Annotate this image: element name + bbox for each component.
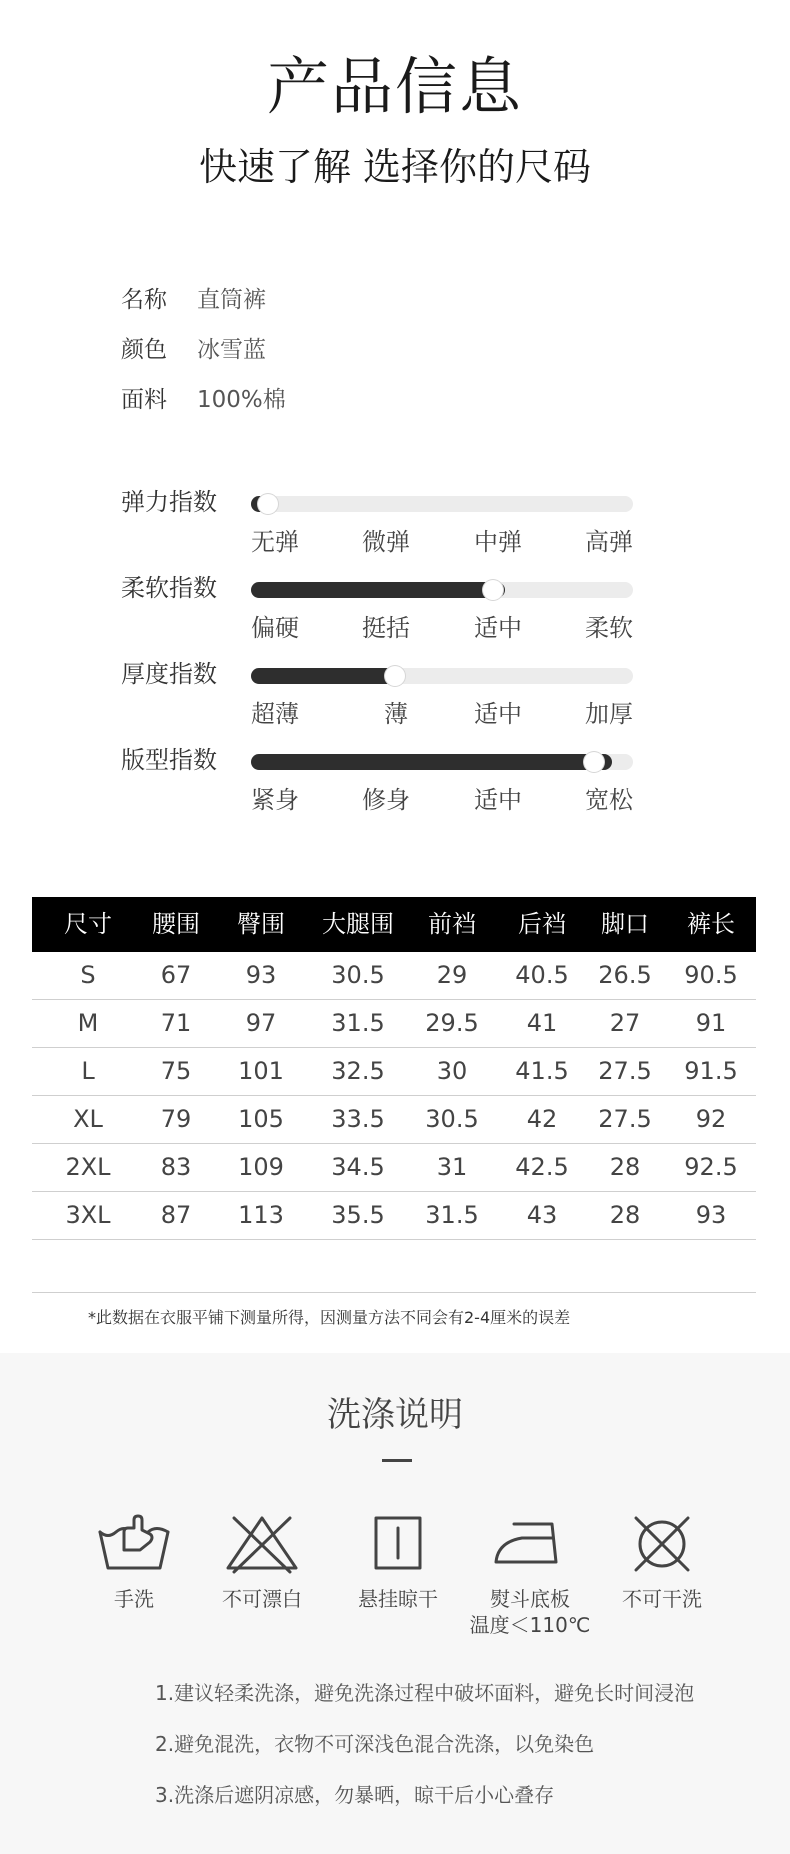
info-key: 面料 [121,387,167,413]
tick-label: 加厚 [585,700,633,728]
tick-label: 薄 [384,700,408,728]
index-knob [483,580,503,600]
index-knob [258,494,278,514]
table-cell: 91.5 [684,1057,738,1085]
index-fill [251,668,402,684]
tick-label: 挺括 [362,614,410,642]
index-knob [584,752,604,772]
no-bleach-icon [222,1512,302,1576]
table-cell: 31 [436,1153,468,1181]
measurement-note: *此数据在衣服平铺下测量所得，因测量方法不同会有2-4厘米的误差 [88,1308,571,1327]
wash-label: 悬挂晾干 [358,1587,438,1611]
header-cell: 前裆 [428,910,476,938]
index-label-softness: 柔软指数 [121,574,217,602]
table-cell: 101 [238,1057,284,1085]
table-cell: XL [73,1105,103,1133]
page-subtitle: 快速了解 选择你的尺码 [198,145,592,189]
index-track-fit [251,754,633,770]
table-row [32,1144,756,1192]
table-cell: 31.5 [331,1009,385,1037]
header-cell: 尺寸 [64,910,112,938]
tick-label: 适中 [474,786,522,814]
tick-label: 修身 [362,786,410,814]
size-table [32,897,756,1240]
table-cell: 109 [238,1153,284,1181]
tick-label: 适中 [474,614,522,642]
table-cell: 97 [245,1009,277,1037]
info-row-name [121,283,266,317]
index-fill [251,582,505,598]
table-cell: 79 [160,1105,192,1133]
header-cell: 脚口 [601,910,649,938]
table-row [32,1048,756,1096]
table-cell: 40.5 [515,961,569,989]
header-cell: 腰围 [152,910,200,938]
table-cell: 32.5 [331,1057,385,1085]
info-row-color [121,333,266,367]
table-cell: 27.5 [598,1057,652,1085]
info-key: 名称 [121,287,167,313]
wash-label: 不可漂白 [222,1587,302,1611]
table-cell: 29 [436,961,468,989]
table-cell: 105 [238,1105,284,1133]
table-cell: 87 [160,1201,192,1229]
info-key: 颜色 [121,337,167,363]
tick-label: 适中 [474,700,522,728]
wash-label: 熨斗底板 [490,1587,570,1611]
table-cell: S [80,961,96,989]
index-track-elasticity [251,496,633,512]
table-cell: 92 [695,1105,727,1133]
table-cell: 27.5 [598,1105,652,1133]
table-cell: L [81,1057,95,1085]
index-ticks-fit [251,783,633,817]
table-cell: 26.5 [598,961,652,989]
size-table-header [32,897,756,952]
index-label-elasticity: 弹力指数 [121,488,217,516]
index-ticks-elasticity [251,525,633,559]
table-cell: 35.5 [331,1201,385,1229]
wash-title: 洗涤说明 [327,1395,463,1435]
table-cell: 91 [695,1009,727,1037]
table-cell: 93 [695,1201,727,1229]
header-cell: 臀围 [237,910,285,938]
hand-wash-icon [94,1512,174,1576]
table-cell: 83 [160,1153,192,1181]
table-cell: 92.5 [684,1153,738,1181]
table-row [32,1000,756,1048]
table-cell: 29.5 [425,1009,479,1037]
wash-tip: 1.建议轻柔洗涤，避免洗涤过程中破坏面料，避免长时间浸泡 [155,1681,695,1705]
wash-label: 温度＜110℃ [469,1613,591,1637]
tick-label: 微弹 [362,528,410,556]
header-cell: 大腿围 [322,910,394,938]
hang-dry-icon [358,1512,438,1576]
table-cell: 43 [526,1201,558,1229]
wash-tip: 3.洗涤后遮阴凉感，勿暴晒，晾干后小心叠存 [155,1783,555,1807]
table-cell: 93 [245,961,277,989]
table-cell: 2XL [65,1153,111,1181]
tick-label: 柔软 [585,614,633,642]
index-label-fit: 版型指数 [121,746,217,774]
table-cell: 34.5 [331,1153,385,1181]
index-track-thickness [251,668,633,684]
table-cell: 67 [160,961,192,989]
wash-tip: 2.避免混洗，衣物不可深浅色混合洗涤，以免染色 [155,1732,595,1756]
table-cell: 90.5 [684,961,738,989]
header-cell: 裤长 [687,910,735,938]
index-knob [385,666,405,686]
divider [32,1292,756,1293]
table-cell: 27 [609,1009,641,1037]
table-cell: 3XL [65,1201,111,1229]
tick-label: 高弹 [585,528,633,556]
table-cell: 75 [160,1057,192,1085]
info-value: 100%棉 [197,387,286,413]
table-row [32,952,756,1000]
index-label-thickness: 厚度指数 [121,660,217,688]
tick-label: 偏硬 [251,614,299,642]
header-cell: 后裆 [518,910,566,938]
tick-label: 无弹 [251,528,299,556]
table-cell: 42.5 [515,1153,569,1181]
table-cell: 113 [238,1201,284,1229]
table-cell: 31.5 [425,1201,479,1229]
table-cell: 30.5 [331,961,385,989]
table-row [32,1192,756,1240]
wash-label: 手洗 [114,1587,154,1611]
index-track-softness [251,582,633,598]
table-cell: 42 [526,1105,558,1133]
info-value: 冰雪蓝 [197,337,266,363]
no-dry-clean-icon [622,1512,702,1576]
table-cell: 28 [609,1153,641,1181]
tick-label: 宽松 [585,786,633,814]
tick-label: 中弹 [474,528,522,556]
info-value: 直筒裤 [197,287,266,313]
iron-icon [490,1512,570,1576]
table-cell: 28 [609,1201,641,1229]
table-row [32,1096,756,1144]
tick-label: 紧身 [251,786,299,814]
table-cell: 30.5 [425,1105,479,1133]
table-cell: 30 [436,1057,468,1085]
page-title: 产品信息 [266,50,523,123]
table-cell: 41.5 [515,1057,569,1085]
index-fill [251,754,612,770]
table-cell: M [77,1009,99,1037]
tick-label: 超薄 [251,700,299,728]
index-ticks-thickness [251,697,633,731]
table-cell: 71 [160,1009,192,1037]
wash-label: 不可干洗 [622,1587,702,1611]
index-ticks-softness [251,611,633,645]
info-row-fabric [121,383,286,417]
table-cell: 41 [526,1009,558,1037]
title-underline [382,1459,412,1462]
table-cell: 33.5 [331,1105,385,1133]
